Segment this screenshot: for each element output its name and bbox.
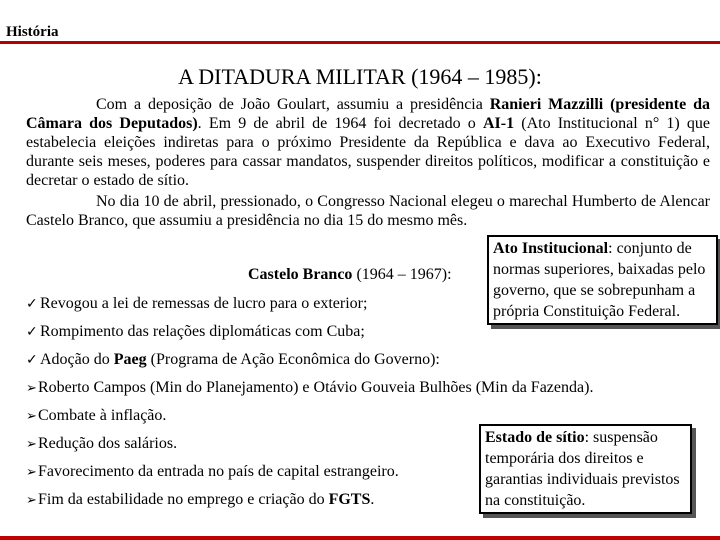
castelo-name: Castelo Branco	[248, 266, 353, 283]
estado-de-sitio-box	[479, 424, 692, 514]
para1-text-3: . Em 9 de abril de 1964 foi decretado o	[197, 115, 483, 132]
header-divider	[0, 41, 720, 44]
arrow-bullet-icon: ➢	[26, 493, 37, 508]
castelo-heading	[248, 265, 452, 284]
arrow-bullet-icon: ➢	[26, 409, 37, 424]
checkmark-icon: ✓	[26, 352, 38, 368]
arrow-bullet-icon: ➢	[26, 381, 37, 396]
para1-text-5: (Ato Institucional n° 1) que estabelecia eleições indiretas para o próximo Presidente da República e dava ao Executivo Federal, durante seis meses, poderes para cassar mandatos, suspender direitos políticos, modificar a constituição e decretar o estado de sítio.	[26, 115, 711, 189]
slide-title: A DITADURA MILITAR (1964 – 1985):	[178, 64, 542, 89]
castelo-paragraph	[26, 192, 710, 230]
header-bar	[0, 0, 720, 24]
list-item: ✓ Adoção do Paeg (Programa de Ação Econômica do Governo):	[26, 351, 440, 368]
ato-definition: : conjunto de normas superiores, baixadas pelo governo, que se sobrepunham a própria Constituição Federal.	[493, 240, 706, 320]
ato-term: Ato Institucional	[493, 240, 609, 257]
footer-divider	[0, 536, 720, 540]
intro-paragraph	[26, 95, 710, 190]
para1-text-1: Com a deposição de João Goulart, assumiu a presidência	[96, 96, 490, 113]
castelo-period: (1964 – 1967):	[352, 266, 452, 283]
list-item: ➢Fim da estabilidade no emprego e criação do FGTS.	[26, 491, 375, 508]
checkmark-icon: ✓	[26, 324, 38, 340]
checkmark-icon: ✓	[26, 296, 38, 312]
section-label: História	[6, 24, 59, 40]
arrow-bullet-icon: ➢	[26, 437, 37, 452]
para1-mazzilli: Ranieri Mazzilli (presidente da Câmara dos Deputados)	[26, 96, 710, 132]
para1-ai1: AI-1	[482, 115, 515, 132]
list-item: ➢Favorecimento da entrada no país de capital estrangeiro.	[26, 463, 399, 480]
ato-institucional-box	[487, 235, 718, 325]
list-item: ✓ Revogou a lei de remessas de lucro para o exterior;	[26, 295, 368, 312]
sitio-term: Estado de sítio	[485, 429, 585, 446]
list-item: ✓ Rompimento das relações diplomáticas com Cuba;	[26, 323, 365, 340]
list-item: ➢Redução dos salários.	[26, 435, 178, 452]
list-item: ➢Combate à inflação.	[26, 407, 167, 424]
sitio-definition: : suspensão temporária dos direitos e garantias individuais previstos na constituição.	[485, 429, 680, 509]
para2-text: No dia 10 de abril, pressionado, o Congresso Nacional elegeu o marechal Humberto de Alencar Castelo Branco, que assumiu a presidência no dia 15 do mesmo mês.	[26, 193, 710, 229]
list-item: ➢Roberto Campos (Min do Planejamento) e Otávio Gouveia Bulhões (Min da Fazenda).	[26, 379, 594, 396]
arrow-bullet-icon: ➢	[26, 465, 37, 480]
